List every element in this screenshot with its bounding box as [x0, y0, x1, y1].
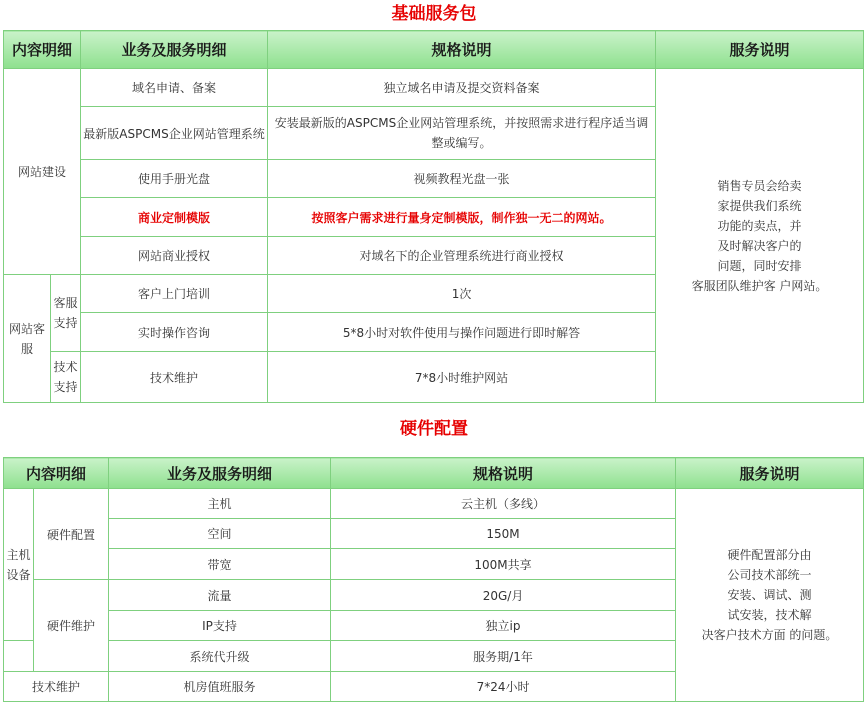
section-title-hardware: 硬件配置 [400, 419, 468, 439]
row-item: IP支持 [109, 611, 331, 641]
service-description [676, 489, 864, 702]
row-spec: 服务期/1年 [331, 641, 676, 672]
basic-service-table [3, 30, 864, 403]
row-spec: 150M [331, 519, 676, 549]
group-support: 网站客服 [4, 275, 51, 403]
service-desc-line: 硬件配置部分由 [727, 548, 812, 562]
header-service: 服务说明 [676, 458, 864, 489]
section-title-basic: 基础服务包 [391, 4, 477, 24]
row-spec: 视频教程光盘一张 [268, 160, 656, 198]
service-desc-line: 及时解决客户的 [717, 238, 802, 253]
row-item: 机房值班服务 [109, 672, 331, 702]
row-spec: 5*8小时对软件使用与操作问题进行即时解答 [268, 313, 656, 352]
row-spec: 安装最新版的ASPCMS企业网站管理系统，并按照需求进行程序适当调整或编写。 [268, 107, 656, 160]
service-desc-line: 决客户技术方面 的问题。 [701, 628, 838, 642]
row-spec: 20G/月 [331, 580, 676, 611]
service-desc-line: 问题，同时安排 [717, 258, 802, 273]
group-host: 主机设备 [4, 489, 34, 641]
sub-customer-support: 客服支持 [51, 275, 81, 352]
header-content-detail: 内容明细 [4, 31, 81, 69]
header-spec: 规格说明 [331, 458, 676, 489]
row-spec: 7*8小时维护网站 [268, 352, 656, 403]
service-description [656, 69, 864, 403]
row-spec: 对域名下的企业管理系统进行商业授权 [268, 237, 656, 275]
row-spec: 7*24小时 [331, 672, 676, 702]
row-item: 实时操作咨询 [81, 313, 268, 352]
row-spec-highlight: 按照客户需求进行量身定制模版，制作独一无二的网站。 [268, 198, 656, 237]
row-item-highlight: 商业定制模版 [81, 198, 268, 237]
row-item: 技术维护 [81, 352, 268, 403]
row-item: 网站商业授权 [81, 237, 268, 275]
header-business-detail: 业务及服务明细 [81, 31, 268, 69]
header-service: 服务说明 [656, 31, 864, 69]
sub-hardware-maint: 硬件维护 [34, 580, 109, 672]
sub-tech-support: 技术支持 [51, 352, 81, 403]
service-desc-line: 试安装，技术解 [727, 608, 812, 622]
row-item: 域名申请、备案 [81, 69, 268, 107]
row-item: 最新版ASPCMS企业网站管理系统 [81, 107, 268, 160]
header-business-detail: 业务及服务明细 [109, 458, 331, 489]
row-spec: 独立域名申请及提交资料备案 [268, 69, 656, 107]
service-desc-line: 安装、调试、测 [727, 588, 812, 602]
row-spec: 1次 [268, 275, 656, 313]
row-spec: 100M共享 [331, 549, 676, 580]
hardware-table [3, 457, 864, 702]
service-desc-line: 公司技术部统一 [727, 568, 812, 582]
header-content-detail: 内容明细 [4, 458, 109, 489]
row-item: 客户上门培训 [81, 275, 268, 313]
row-item: 系统代升级 [109, 641, 331, 672]
row-item: 主机 [109, 489, 331, 519]
service-desc-line: 功能的卖点，并 [717, 218, 802, 233]
row-item: 带宽 [109, 549, 331, 580]
row-item: 使用手册光盘 [81, 160, 268, 198]
empty-cell [4, 641, 34, 672]
service-desc-line: 家提供我们系统 [717, 198, 802, 213]
service-desc-line: 客服团队维护客 户网站。 [691, 278, 828, 293]
group-website: 网站建设 [4, 69, 81, 275]
row-spec: 云主机（多线） [331, 489, 676, 519]
row-item: 流量 [109, 580, 331, 611]
sub-hardware-config: 硬件配置 [34, 489, 109, 580]
row-spec: 独立ip [331, 611, 676, 641]
group-tech-maint: 技术维护 [4, 672, 109, 702]
service-desc-line: 销售专员会给卖 [717, 178, 802, 193]
header-spec: 规格说明 [268, 31, 656, 69]
row-item: 空间 [109, 519, 331, 549]
